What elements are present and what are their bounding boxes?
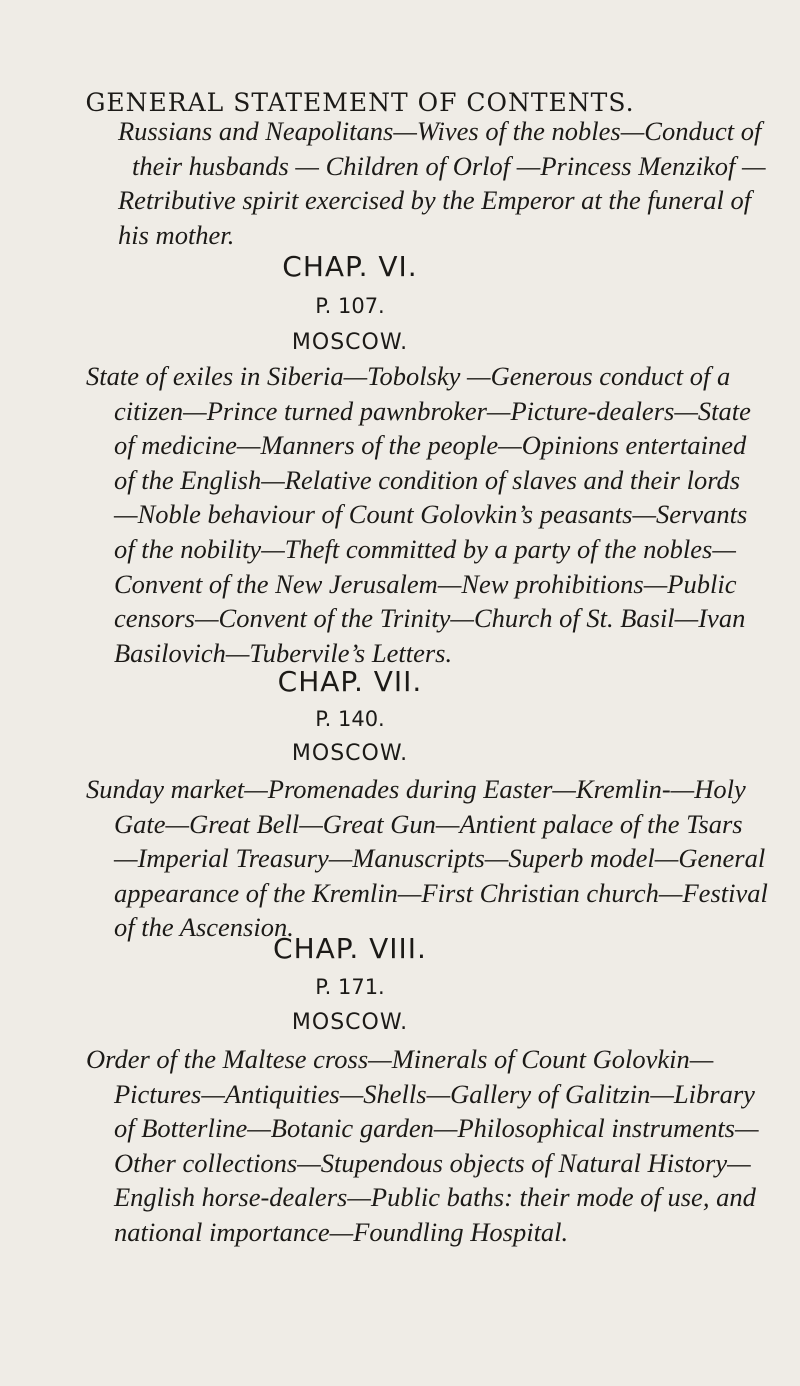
chapter-summary	[86, 1042, 759, 1250]
chapter-heading: CHAP. VIII.	[273, 932, 427, 965]
chapter-heading: CHAP. VI.	[282, 250, 418, 283]
text-line: —Noble behaviour of Count Golovkin’s peasants—Servants	[114, 499, 748, 530]
chapter-place: MOSCOW.	[291, 330, 409, 355]
text-line: of the English—Relative condition of slaves and their lords	[114, 464, 741, 495]
text-line: of the Ascension.	[114, 912, 294, 943]
text-line: Other collections—Stupendous objects of Natural History—	[114, 1147, 751, 1178]
text-line: appearance of the Kremlin—First Christian church—Festival	[114, 877, 768, 908]
text-line: Basilovich—Tubervile’s Letters.	[114, 637, 453, 668]
chapter-heading: CHAP. VII.	[277, 665, 423, 698]
text-line: Sunday market—Promenades during Easter—Kremlin-—Holy	[86, 774, 746, 804]
text-line: Order of the Maltese cross—Minerals of Count Golovkin—	[86, 1044, 714, 1074]
text-line: of the nobility—Theft committed by a party of the nobles—	[114, 533, 736, 564]
chapter-page-number: P. 140.	[315, 707, 385, 731]
text-line: Convent of the New Jerusalem—New prohibitions—Public	[114, 568, 737, 599]
text-line: of Botterline—Botanic garden—Philosophical instruments—	[114, 1113, 759, 1144]
text-line: their husbands — Children of Orlof —Princess Menzikof —	[132, 150, 766, 181]
chapter-page-number: P. 107.	[315, 294, 385, 318]
text-line: English horse-dealers—Public baths: their mode of use, and	[114, 1182, 756, 1213]
text-line: Retributive spirit exercised by the Emperor at the funeral of	[118, 185, 752, 216]
text-line: State of exiles in Siberia—Tobolsky —Generous conduct of a	[86, 361, 731, 391]
chapter-summary	[86, 359, 751, 670]
text-line: Gate—Great Bell—Great Gun—Antient palace of the Tsars	[114, 808, 743, 839]
text-line: his mother.	[118, 219, 235, 250]
text-line: of medicine—Manners of the people—Opinions entertained	[114, 430, 747, 461]
text-line: —Imperial Treasury—Manuscripts—Superb model—General	[114, 843, 766, 874]
intro-paragraph	[118, 114, 766, 252]
chapter-summary	[86, 772, 768, 945]
text-line: Russians and Neapolitans—Wives of the nobles—Conduct of	[118, 116, 762, 146]
text-line: censors—Convent of the Trinity—Church of St. Basil—Ivan	[114, 603, 746, 634]
running-head: GENERAL STATEMENT OF CONTENTS.	[85, 88, 635, 117]
chapter-page-number: P. 171.	[315, 975, 385, 999]
chapter-place: MOSCOW.	[291, 1010, 409, 1035]
text-line: citizen—Prince turned pawnbroker—Picture-dealers—State	[114, 395, 751, 426]
text-line: Pictures—Antiquities—Shells—Gallery of Galitzin—Library	[114, 1078, 755, 1109]
chapter-place: MOSCOW.	[291, 741, 409, 766]
text-line: national importance—Foundling Hospital.	[114, 1216, 569, 1247]
